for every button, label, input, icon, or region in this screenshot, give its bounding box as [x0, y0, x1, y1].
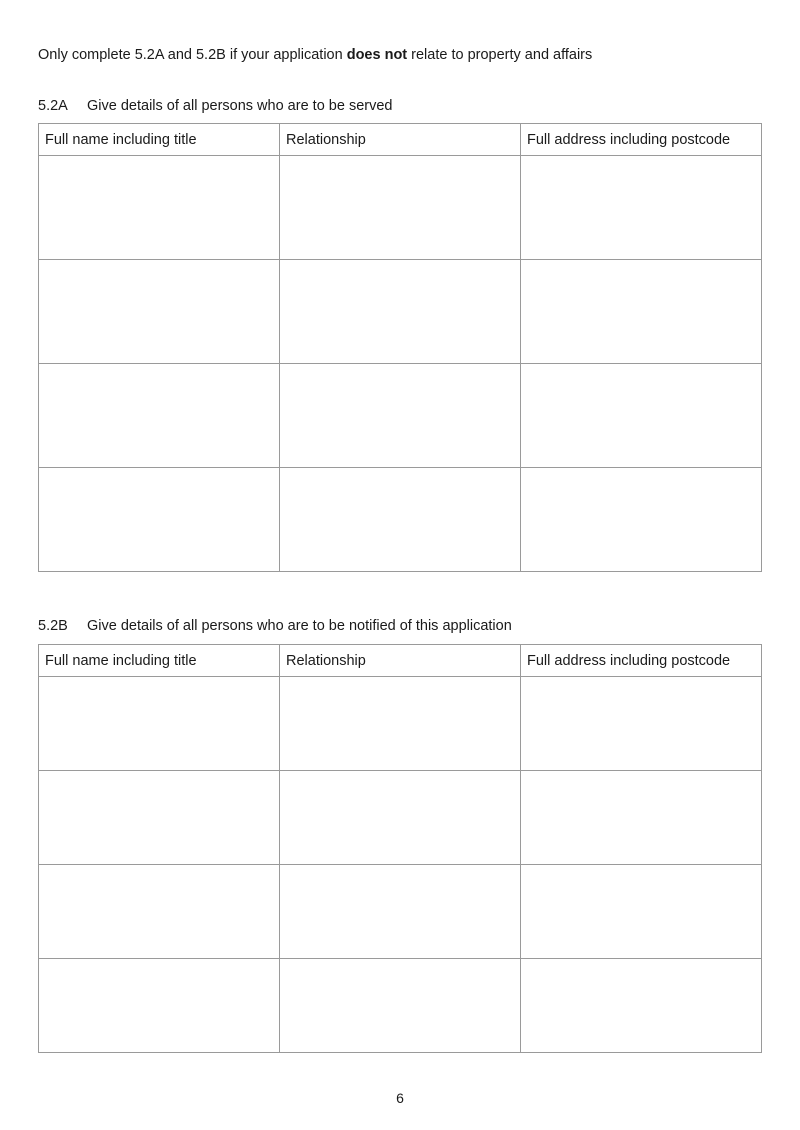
table-row	[39, 959, 762, 1053]
address-field[interactable]	[521, 865, 762, 959]
full-name-field[interactable]	[39, 364, 280, 468]
address-field[interactable]	[521, 959, 762, 1053]
relationship-field[interactable]	[280, 771, 521, 865]
table-header-row	[39, 124, 762, 156]
address-field[interactable]	[521, 468, 762, 572]
full-name-field[interactable]	[39, 771, 280, 865]
address-field[interactable]	[521, 364, 762, 468]
persons-to-be-notified-table	[38, 644, 762, 1053]
table-row	[39, 364, 762, 468]
address-field[interactable]	[521, 260, 762, 364]
address-field[interactable]	[521, 156, 762, 260]
table-row	[39, 865, 762, 959]
address-field[interactable]	[521, 771, 762, 865]
section-5-2b-number: 5.2B	[38, 618, 68, 634]
full-name-field[interactable]	[39, 468, 280, 572]
page-number: 6	[396, 1090, 404, 1106]
section-5-2b-heading	[38, 616, 512, 636]
relationship-field[interactable]	[280, 468, 521, 572]
table-row	[39, 156, 762, 260]
table-row	[39, 677, 762, 771]
relationship-field[interactable]	[280, 364, 521, 468]
full-name-field[interactable]	[39, 959, 280, 1053]
persons-to-be-served-table	[38, 123, 762, 572]
relationship-field[interactable]	[280, 959, 521, 1053]
section-5-2b-title: Give details of all persons who are to be notified of this application	[87, 618, 512, 634]
table-row	[39, 260, 762, 364]
table-row	[39, 468, 762, 572]
column-header-address: Full address including postcode	[521, 645, 762, 677]
column-header-full-name: Full name including title	[39, 645, 280, 677]
full-name-field[interactable]	[39, 156, 280, 260]
relationship-field[interactable]	[280, 156, 521, 260]
address-field[interactable]	[521, 677, 762, 771]
column-header-relationship: Relationship	[280, 645, 521, 677]
section-5-2a-number: 5.2A	[38, 98, 68, 114]
table-row	[39, 771, 762, 865]
relationship-field[interactable]	[280, 260, 521, 364]
instruction-text-after: relate to property and affairs	[407, 47, 593, 63]
relationship-field[interactable]	[280, 865, 521, 959]
full-name-field[interactable]	[39, 260, 280, 364]
column-header-address: Full address including postcode	[521, 124, 762, 156]
table-header-row	[39, 645, 762, 677]
section-5-2a-heading	[38, 96, 392, 116]
instruction-emphasis: does not	[346, 47, 408, 63]
full-name-field[interactable]	[39, 677, 280, 771]
section-5-2a-title: Give details of all persons who are to be served	[87, 98, 393, 114]
column-header-full-name: Full name including title	[39, 124, 280, 156]
relationship-field[interactable]	[280, 677, 521, 771]
instruction-text-before: Only complete 5.2A and 5.2B if your application	[38, 47, 347, 63]
full-name-field[interactable]	[39, 865, 280, 959]
instruction-text	[38, 45, 592, 65]
column-header-relationship: Relationship	[280, 124, 521, 156]
